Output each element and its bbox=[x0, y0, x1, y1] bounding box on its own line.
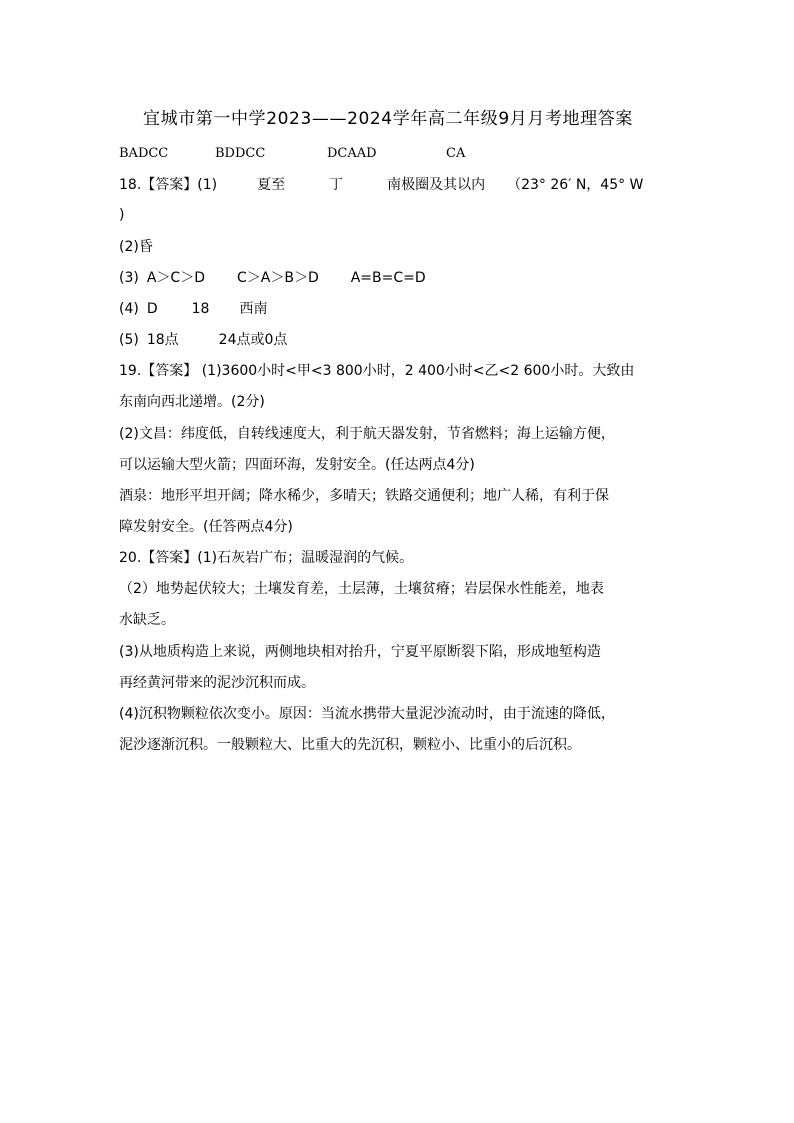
choice-answers-group-1: BADCC bbox=[119, 146, 169, 161]
q20-line-6: (4)沉积物颗粒依次变小。原因：当流水携带大量泥沙流动时，由于流速的降低， bbox=[119, 706, 615, 722]
q18-part1 bbox=[119, 175, 643, 195]
q19-line-6: 障发射安全。(任答两点4分) bbox=[119, 519, 293, 535]
q18-p3-answer-c: A=B=C=D bbox=[350, 270, 426, 286]
q18-p4-answer-a: D bbox=[146, 301, 158, 317]
q19-line-3: (2)文昌：纬度低，自转线速度大，利于航天器发射，节省燃料；海上运输方便， bbox=[119, 426, 615, 442]
q18-p5-label: (5) bbox=[119, 332, 139, 348]
q19-line-4: 可以运输大型火箭；四面环海，发射安全。(任达两点4分) bbox=[119, 457, 475, 473]
q18-p4-label: (4) bbox=[119, 301, 139, 317]
q20-line-1: 20.【答案】(1)石灰岩广布；温暖湿润的气候。 bbox=[119, 550, 414, 566]
choice-answers-group-2: BDDCC bbox=[215, 146, 266, 161]
choice-answers-group-4: CA bbox=[446, 146, 466, 161]
q20-line-2: （2）地势起伏较大；土壤发育差，土层薄，土壤贫瘠；岩层保水性能差，地表 bbox=[119, 581, 604, 597]
q18-p5-answer-a: 18点 bbox=[146, 332, 179, 348]
q18-p3-label: (3) bbox=[119, 270, 139, 286]
q18-answer-antarctic: 南极圈及其以内 bbox=[387, 177, 486, 193]
q19-line-2: 东南向西北递增。(2分) bbox=[119, 394, 265, 410]
q18-part1-tail: ) bbox=[119, 207, 125, 223]
q18-p3-answer-a: A＞C＞D bbox=[146, 270, 205, 286]
choice-answers-group-3: DCAAD bbox=[327, 146, 377, 161]
q20-line-5: 再经黄河带来的泥沙沉积而成。 bbox=[119, 675, 315, 691]
q18-label: 18.【答案】(1) bbox=[119, 177, 218, 193]
q19-line-1: 19.【答案】 (1)3600小时<甲<3 800小时，2 400小时<乙<2 600小时。大致由 bbox=[119, 363, 635, 379]
q18-answer-solstice: 夏至 bbox=[257, 177, 286, 193]
q20-line-4: (3)从地质构造上来说，两侧地块相对抬升，宁夏平原断裂下陷，形成地堑构造 bbox=[119, 644, 601, 660]
page-title: 宜城市第一中学2023——2024学年高二年级9月月考地理答案 bbox=[143, 109, 633, 129]
q19-line-5: 酒泉：地形平坦开阔；降水稀少，多晴天；铁路交通便利；地广人稀，有利于保 bbox=[119, 488, 609, 504]
q18-answer-ding: 丁 bbox=[329, 177, 344, 193]
q18-answer-coordinate: （23° 26′ N，45° W bbox=[507, 177, 644, 193]
q18-p3-answer-b: C＞A＞B＞D bbox=[236, 270, 319, 286]
q20-line-7: 泥沙逐渐沉积。一般颗粒大、比重大的先沉积，颗粒小、比重小的后沉积。 bbox=[119, 737, 581, 753]
q18-part3 bbox=[119, 268, 426, 288]
q18-part2: (2)昏 bbox=[119, 239, 153, 255]
q18-p5-answer-b: 24点或0点 bbox=[218, 332, 288, 348]
q18-part5 bbox=[119, 330, 287, 350]
q18-p4-answer-b: 18 bbox=[191, 301, 210, 317]
q18-part4 bbox=[119, 299, 267, 319]
q20-line-3: 水缺乏。 bbox=[119, 612, 175, 628]
q18-p4-answer-c: 西南 bbox=[239, 301, 268, 317]
